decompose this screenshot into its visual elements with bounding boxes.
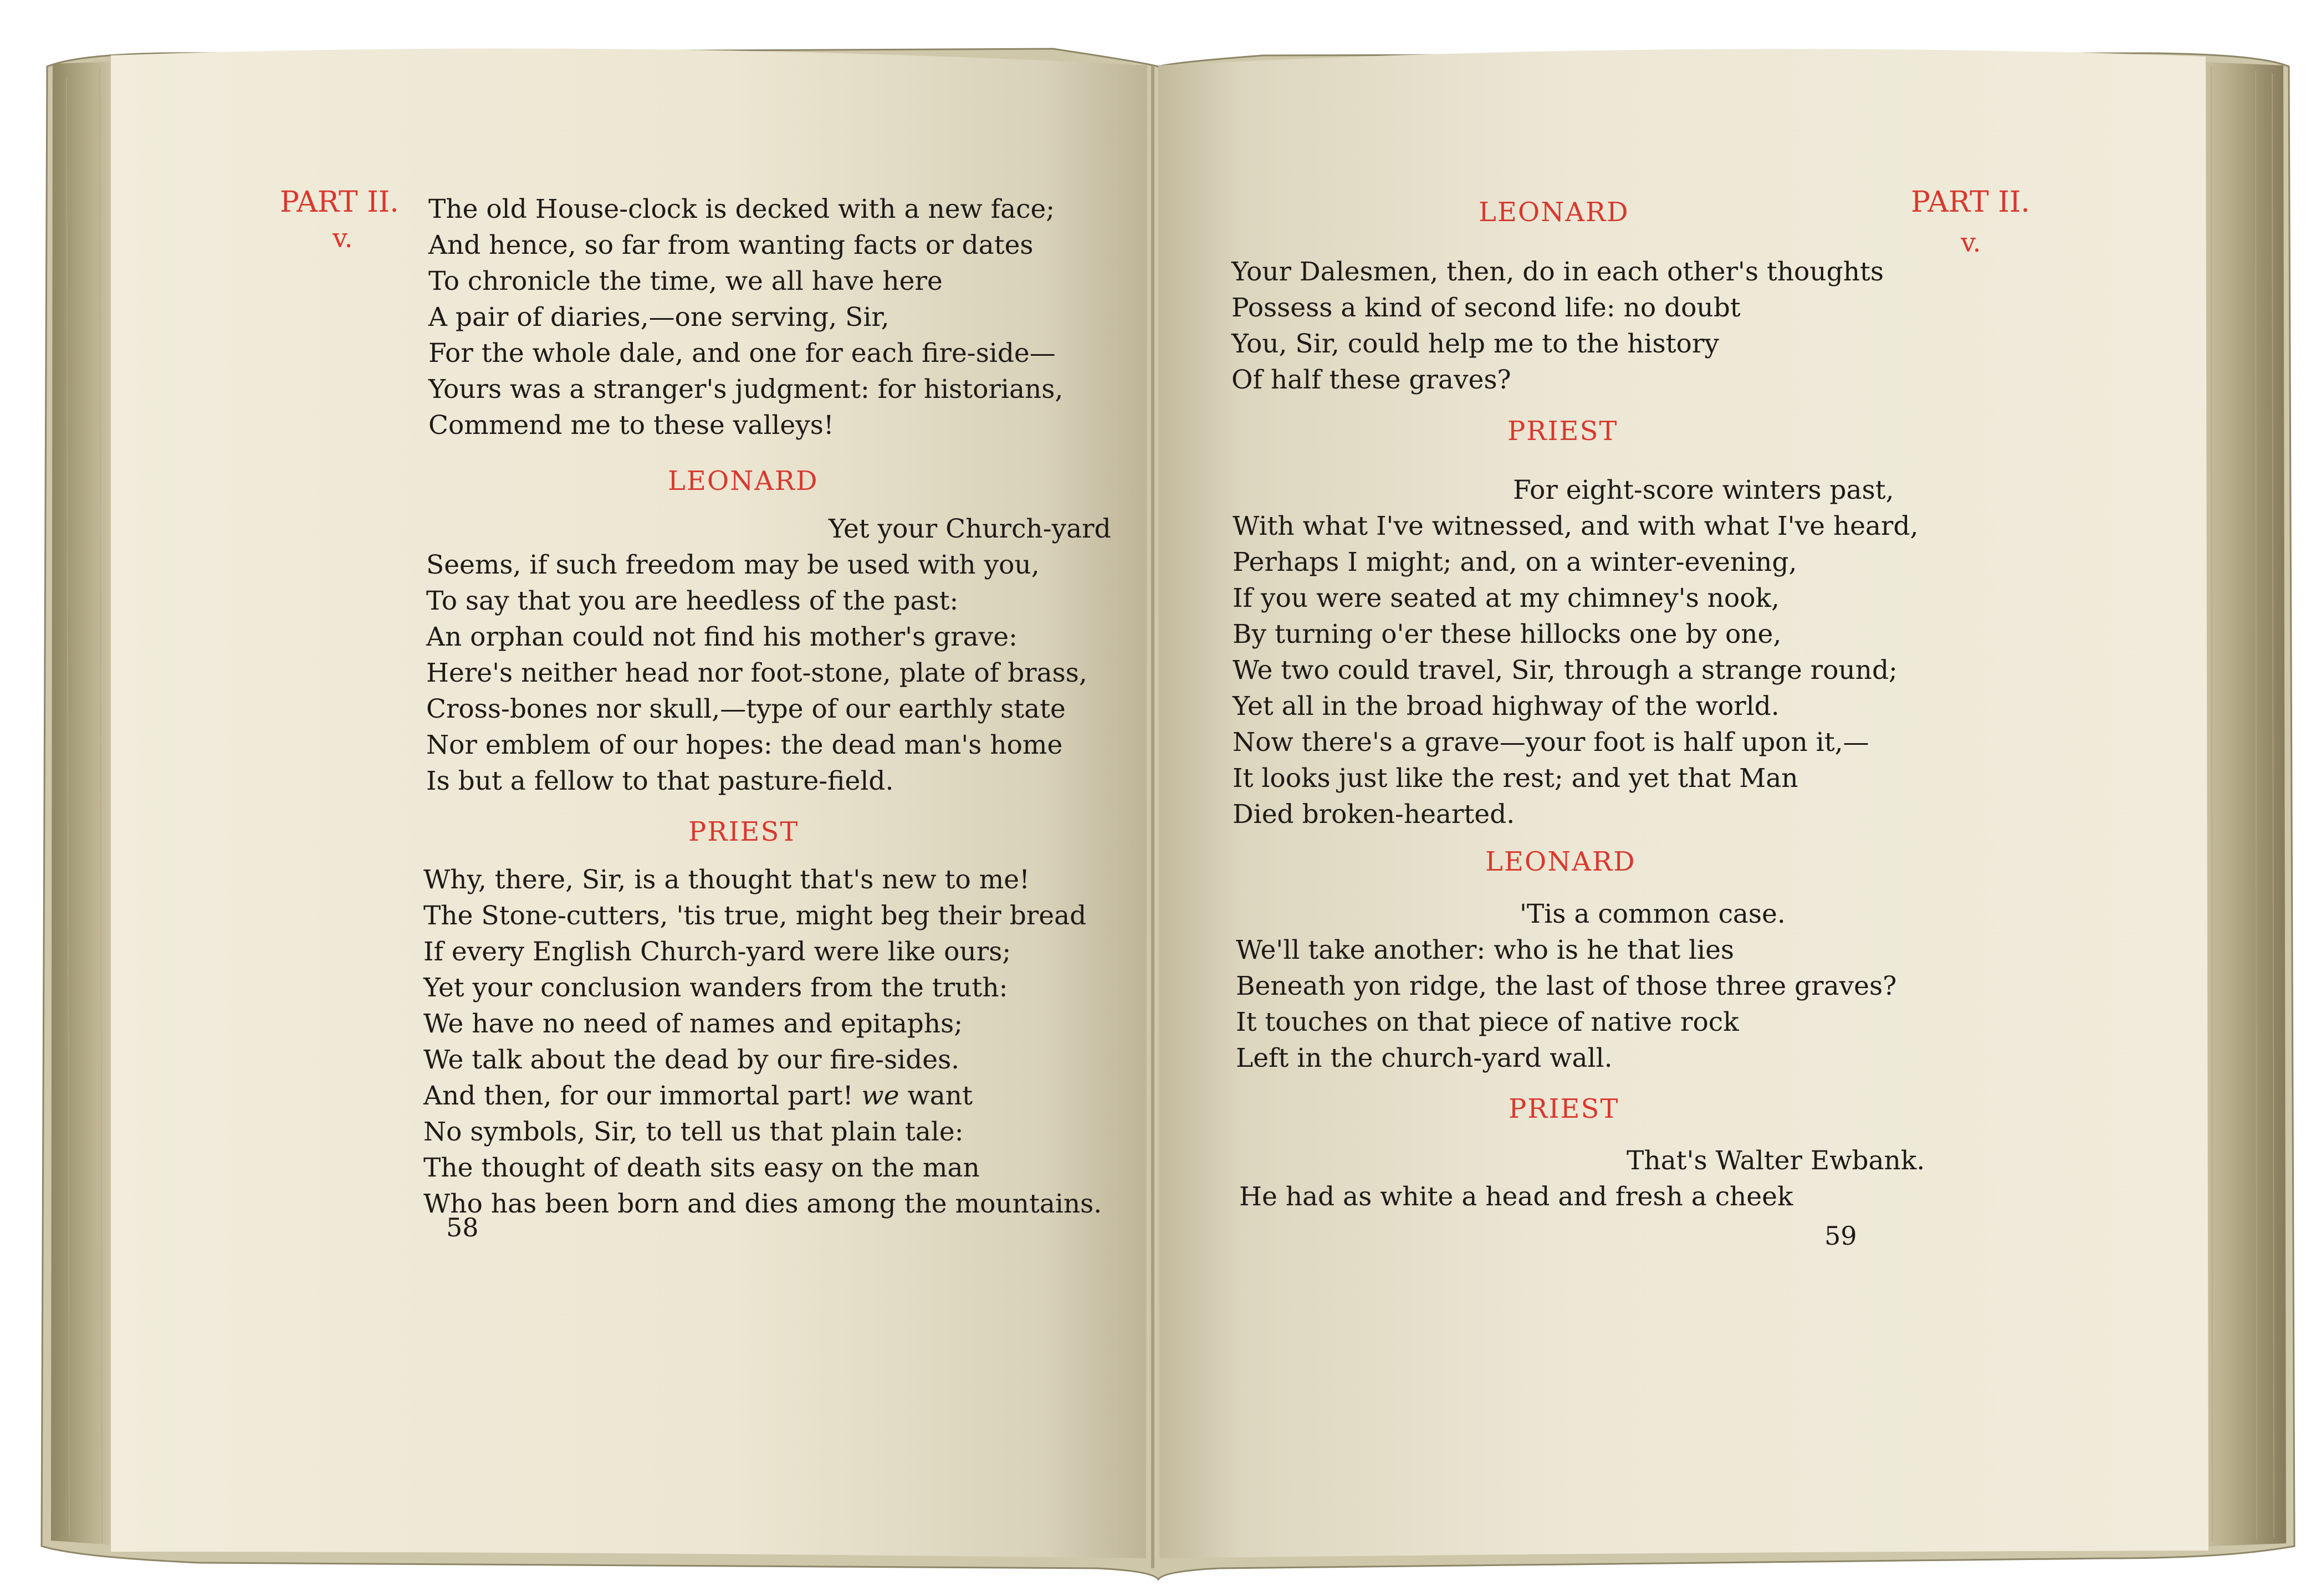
verse-line: If you were seated at my chimney's nook,	[1233, 583, 1780, 613]
verse-line: Now there's a grave—your foot is half upon it,—	[1233, 727, 1869, 758]
verse-line: It looks just like the rest; and yet that Man	[1233, 763, 1798, 794]
verse-line: The thought of death sits easy on the man	[423, 1153, 980, 1183]
left-running-head: PART II.	[280, 186, 399, 219]
verse-line: To chronicle the time, we all have here	[428, 266, 943, 296]
page-number: 59	[1824, 1221, 1857, 1251]
verse-line: He had as white a head and fresh a cheek	[1239, 1181, 1793, 1212]
speaker-leonard: LEONARD	[1485, 846, 1636, 877]
verse-line: An orphan could not find his mother's grave:	[426, 622, 1018, 652]
verse-line: Died broken-hearted.	[1233, 799, 1515, 830]
verse-line: Commend me to these valleys!	[428, 410, 834, 441]
speaker-leonard: LEONARD	[668, 466, 819, 497]
verse-line: Yet your conclusion wanders from the truth:	[423, 973, 1008, 1003]
verse-line: Seems, if such freedom may be used with you,	[426, 550, 1040, 580]
verse-line: Cross-bones nor skull,—type of our earthly state	[426, 694, 1066, 724]
verse-line: Nor emblem of our hopes: the dead man's home	[426, 730, 1063, 760]
verse-line: With what I've witnessed, and with what I've heard,	[1233, 511, 1919, 541]
verse-line: Yet all in the broad highway of the world.	[1233, 691, 1780, 722]
verse-line: For the whole dale, and one for each fire-side—	[428, 338, 1056, 369]
verse-italic: we	[861, 1081, 899, 1111]
verse-line: A pair of diaries,—one serving, Sir,	[428, 302, 889, 332]
verse-line: Is but a fellow to that pasture-field.	[426, 766, 894, 796]
verse-line: Possess a kind of second life: no doubt	[1231, 293, 1741, 323]
verse-text: want	[907, 1081, 973, 1111]
left-section-number: v.	[333, 223, 353, 254]
verse-line: And hence, so far from wanting facts or dates	[428, 230, 1034, 260]
verse-line: You, Sir, could help me to the history	[1231, 329, 1719, 359]
speaker-leonard: LEONARD	[1479, 197, 1629, 228]
verse-line: Of half these graves?	[1231, 365, 1511, 395]
right-running-head: PART II.	[1911, 186, 2030, 219]
verse-line: No symbols, Sir, to tell us that plain tale:	[423, 1117, 964, 1147]
verse-line: 'Tis a common case.	[1520, 899, 1786, 929]
verse-line: To say that you are heedless of the past:	[426, 586, 959, 616]
verse-line: Who has been born and dies among the mountains.	[423, 1189, 1102, 1219]
verse-line: It touches on that piece of native rock	[1236, 1007, 1739, 1037]
page-number: 58	[446, 1213, 479, 1242]
verse-line: The Stone-cutters, 'tis true, might beg their bread	[423, 901, 1087, 931]
verse-line: Your Dalesmen, then, do in each other's thoughts	[1231, 257, 1884, 287]
verse-line: Here's neither head nor foot-stone, plate of brass,	[426, 658, 1087, 688]
verse-line: Yet your Church-yard	[829, 514, 1111, 544]
verse-line: For eight-score winters past,	[1513, 475, 1894, 505]
verse-text: And then, for our immortal part!	[423, 1081, 853, 1111]
verse-line: The old House-clock is decked with a new face;	[428, 194, 1055, 224]
verse-line: By turning o'er these hillocks one by one,	[1233, 619, 1782, 649]
verse-line: That's Walter Ewbank.	[1627, 1145, 1925, 1176]
verse-line: If every English Church-yard were like ours;	[423, 937, 1011, 967]
verse-line: We two could travel, Sir, through a strange round;	[1233, 655, 1898, 686]
verse-line: We'll take another: who is he that lies	[1236, 935, 1735, 965]
verse-line: Why, there, Sir, is a thought that's new to me!	[423, 864, 1030, 895]
verse-line: We talk about the dead by our fire-sides.	[423, 1045, 960, 1075]
verse-line: We have no need of names and epitaphs;	[423, 1009, 963, 1039]
right-section-number: v.	[1961, 227, 1981, 258]
verse-line: Perhaps I might; and, on a winter-evening,	[1233, 547, 1797, 577]
speaker-priest: PRIEST	[1509, 1093, 1619, 1124]
verse-line: Yours was a stranger's judgment: for historians,	[428, 374, 1064, 405]
speaker-priest: PRIEST	[688, 816, 799, 847]
speaker-priest: PRIEST	[1507, 416, 1618, 447]
verse-line: Left in the church-yard wall.	[1236, 1043, 1613, 1073]
verse-line: Beneath yon ridge, the last of those three graves?	[1236, 971, 1897, 1001]
verse-line	[423, 1078, 973, 1114]
